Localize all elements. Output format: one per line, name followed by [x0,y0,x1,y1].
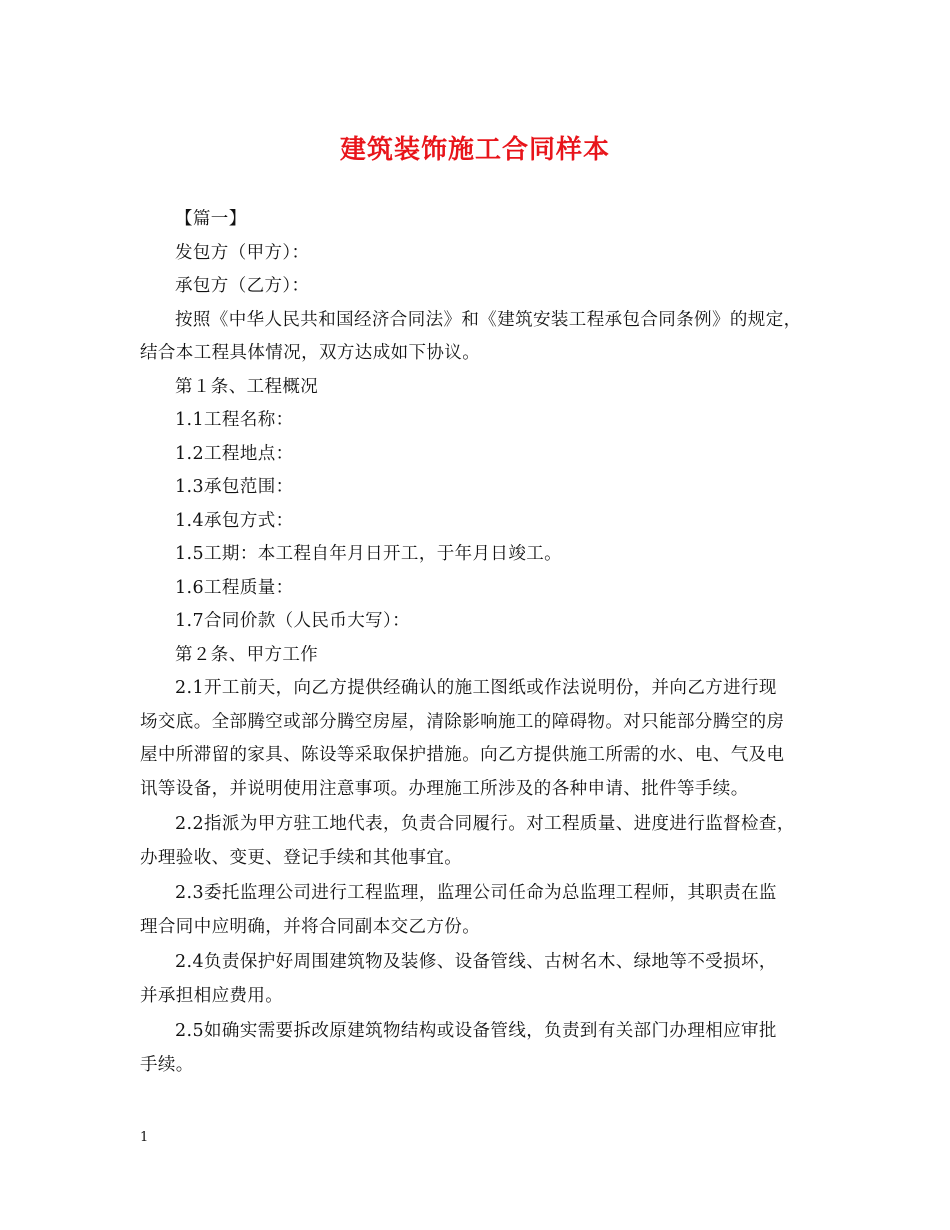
page-number: 1 [140,1130,149,1145]
clause-line: 理合同中应明确，并将合同副本交乙方份。 [140,916,481,937]
clause-line: 1.3承包范围： [175,477,294,497]
clause-line: 1.5工期：本工程自年月日开工，于年月日竣工。 [175,544,563,564]
clause-line: 1.6工程质量： [175,577,294,598]
clause-line: 手续。 [140,1054,194,1075]
paragraph-line: 按照《中华人民共和国经济合同法》和《建筑安装工程承包合同条例》的规定， [175,309,802,330]
section-heading: 【篇一】 [175,209,247,229]
article-heading: 第１条、工程概况 [175,376,319,397]
clause-line: 1.2工程地点： [175,443,294,464]
clause-line: 场交底。全部腾空或部分腾空房屋，清除影响施工的障碍物。对只能部分腾空的房 [140,711,785,732]
clause-line: 2.5如确实需要拆改原建筑物结构或设备管线，负责到有关部门办理相应审批 [175,1021,777,1041]
paragraph-line: 承包方（乙方）： [175,276,310,296]
clause-line: 1.1工程名称： [175,410,294,430]
clause-line: 2.3委托监理公司进行工程监理，监理公司任命为总监理工程师，其职责在监 [175,883,777,903]
clause-line: 屋中所滞留的家具、陈设等采取保护措施。向乙方提供施工所需的水、电、气及电 [140,745,785,765]
clause-line: 并承担相应费用。 [140,985,284,1006]
clause-line: 1.4承包方式： [175,510,294,531]
clause-line: 2.1开工前天，向乙方提供经确认的施工图纸或作法说明份，并向乙方进行现 [175,678,777,698]
document-title: 建筑装饰施工合同样本 [339,135,610,165]
clause-line: 办理验收、变更、登记手续和其他事宜。 [140,847,463,868]
clause-line: 2.2指派为甲方驻工地代表，负责合同履行。对工程质量、进度进行监督检查， [175,814,795,834]
document-body [140,203,830,1082]
article-heading: 第２条、甲方工作 [175,644,319,665]
clause-line: 2.4负责保护好周围建筑物及装修、设备管线、古树名木、绿地等不受损坏， [175,952,777,972]
clause-line: 讯等设备，并说明使用注意事项。办理施工所涉及的各种申请、批件等手续。 [140,778,749,799]
paragraph-line: 发包方（甲方）： [175,242,310,263]
clause-line: 1.7合同价款（人民币大写）： [175,611,411,631]
paragraph-line: 结合本工程具体情况，双方达成如下协议。 [140,343,481,363]
